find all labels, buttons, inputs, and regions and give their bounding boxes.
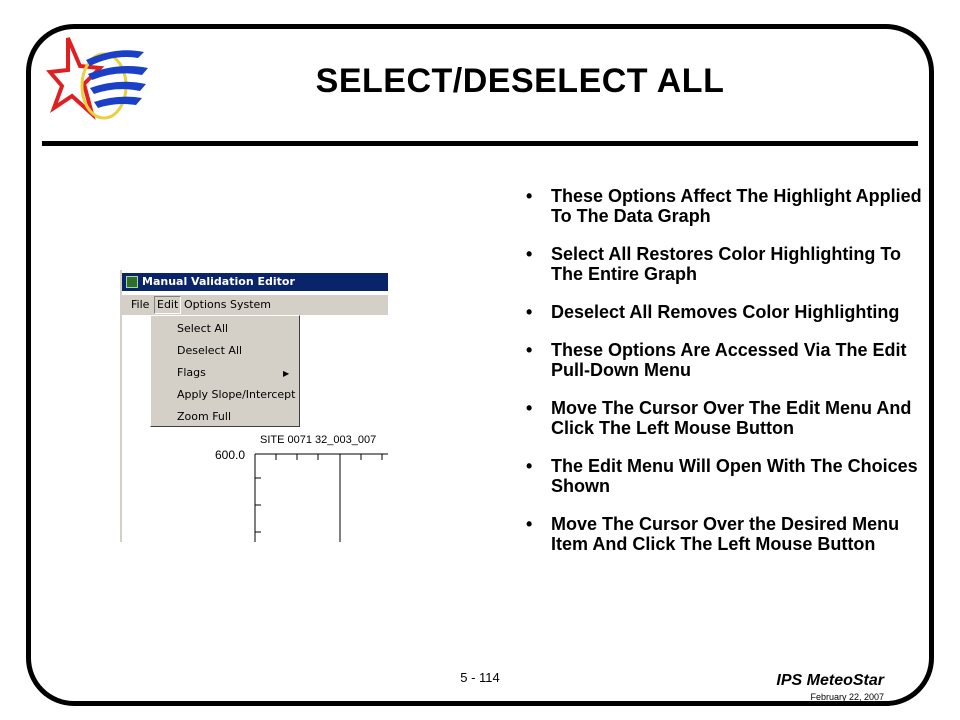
menu-item-deselect-all[interactable]: Deselect All bbox=[177, 344, 243, 357]
bullet-text: Move The Cursor Over the Desired Menu Item And Click The Left Mouse Button bbox=[551, 514, 900, 554]
menu-bar bbox=[122, 295, 388, 315]
app-icon bbox=[126, 276, 138, 288]
title-divider bbox=[42, 141, 918, 146]
menu-options[interactable]: Options bbox=[184, 298, 227, 311]
menu-edit[interactable]: Edit bbox=[154, 296, 181, 314]
slide-date: February 22, 2007 bbox=[810, 692, 884, 702]
bullet-text: The Edit Menu Will Open With The Choices Shown bbox=[551, 456, 918, 496]
bullet-text: These Options Affect The Highlight Applied To The Data Graph bbox=[551, 186, 922, 226]
menu-item-select-all[interactable]: Select All bbox=[177, 322, 229, 335]
menu-item-flags[interactable]: Flags bbox=[177, 366, 206, 379]
bullet-item: • These Options Affect The Highlight Applied To The Data Graph bbox=[526, 186, 922, 226]
edit-dropdown-menu bbox=[150, 315, 300, 427]
bullet-item: • These Options Are Accessed Via The Edit Pull-Down Menu bbox=[526, 340, 907, 380]
data-graph bbox=[120, 440, 388, 542]
bullet-list bbox=[524, 186, 924, 572]
bullet-item: • Deselect All Removes Color Highlighting bbox=[526, 302, 900, 322]
brand-name: IPS MeteoStar bbox=[776, 672, 884, 689]
bullet-text: Move The Cursor Over The Edit Menu And Click The Left Mouse Button bbox=[551, 398, 912, 438]
window-title: Manual Validation Editor bbox=[142, 275, 295, 288]
bullet-text: Select All Restores Color Highlighting To The Entire Graph bbox=[551, 244, 902, 284]
bullet-text: These Options Are Accessed Via The Edit Pull-Down Menu bbox=[551, 340, 907, 380]
bullet-item: • Move The Cursor Over the Desired Menu Item And Click The Left Mouse Button bbox=[526, 514, 900, 554]
window-titlebar[interactable] bbox=[122, 273, 388, 291]
slide-title: SELECT/DESELECT ALL bbox=[315, 62, 725, 100]
menu-file[interactable]: File bbox=[131, 298, 150, 311]
meteostar-logo bbox=[46, 28, 156, 136]
menu-item-zoom-full[interactable]: Zoom Full bbox=[177, 410, 232, 423]
submenu-arrow-icon: ▶ bbox=[283, 369, 290, 378]
bullet-text: Deselect All Removes Color Highlighting bbox=[551, 302, 900, 322]
bullet-item: • The Edit Menu Will Open With The Choices Shown bbox=[526, 456, 918, 496]
menu-item-apply-slope[interactable]: Apply Slope/Intercept bbox=[177, 388, 296, 401]
menu-system[interactable]: System bbox=[230, 298, 272, 311]
bullet-item: • Select All Restores Color Highlighting To The Entire Graph bbox=[526, 244, 902, 284]
bullet-item: • Move The Cursor Over The Edit Menu And Click The Left Mouse Button bbox=[526, 398, 912, 438]
page-number: 5 - 114 bbox=[460, 670, 500, 685]
y-axis-max-label: 600.0 bbox=[215, 448, 246, 462]
graph-title: SITE 0071 32_003_007 bbox=[260, 434, 377, 446]
